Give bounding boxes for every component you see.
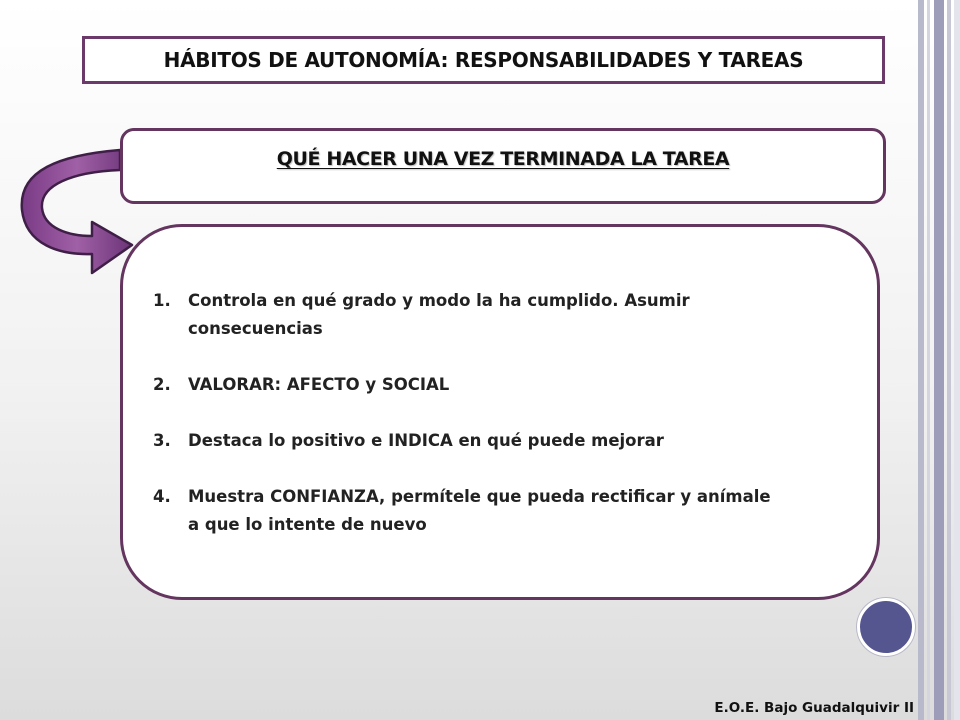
page-title: HÁBITOS DE AUTONOMÍA: RESPONSABILIDADES Y TAREAS [163, 48, 804, 72]
subtitle-box [120, 128, 886, 204]
list-item-number: 2. [153, 375, 171, 394]
section-subtitle: QUÉ HACER UNA VEZ TERMINADA LA TAREA [276, 148, 730, 170]
steps-list [153, 287, 773, 567]
list-item-number: 4. [153, 487, 171, 506]
list-item-number: 3. [153, 431, 171, 450]
rail-stripe [918, 0, 924, 720]
content-box [120, 224, 880, 600]
list-item-number: 1. [153, 291, 171, 310]
footer-text: E.O.E. Bajo Guadalquivir II [714, 700, 914, 716]
right-decorative-rail [918, 0, 960, 720]
decorative-circle-icon [857, 598, 915, 656]
rail-stripe [927, 0, 930, 720]
rail-stripe [947, 0, 951, 720]
arrow-shape [22, 150, 132, 273]
rail-stripe [954, 0, 960, 720]
list-item [153, 371, 773, 399]
list-item [153, 287, 773, 343]
list-item-text: Destaca lo positivo e INDICA en qué puede mejorar [188, 431, 664, 450]
rail-stripe [934, 0, 944, 720]
list-item [153, 483, 773, 539]
list-item-text: Muestra CONFIANZA, permítele que pueda rectificar y anímale a que lo intente de nuevo [188, 487, 771, 534]
title-box [82, 36, 885, 84]
list-item-text: Controla en qué grado y modo la ha cumplido. Asumir consecuencias [188, 291, 690, 338]
list-item-text: VALORAR: AFECTO y SOCIAL [188, 375, 450, 394]
list-item [153, 427, 773, 455]
